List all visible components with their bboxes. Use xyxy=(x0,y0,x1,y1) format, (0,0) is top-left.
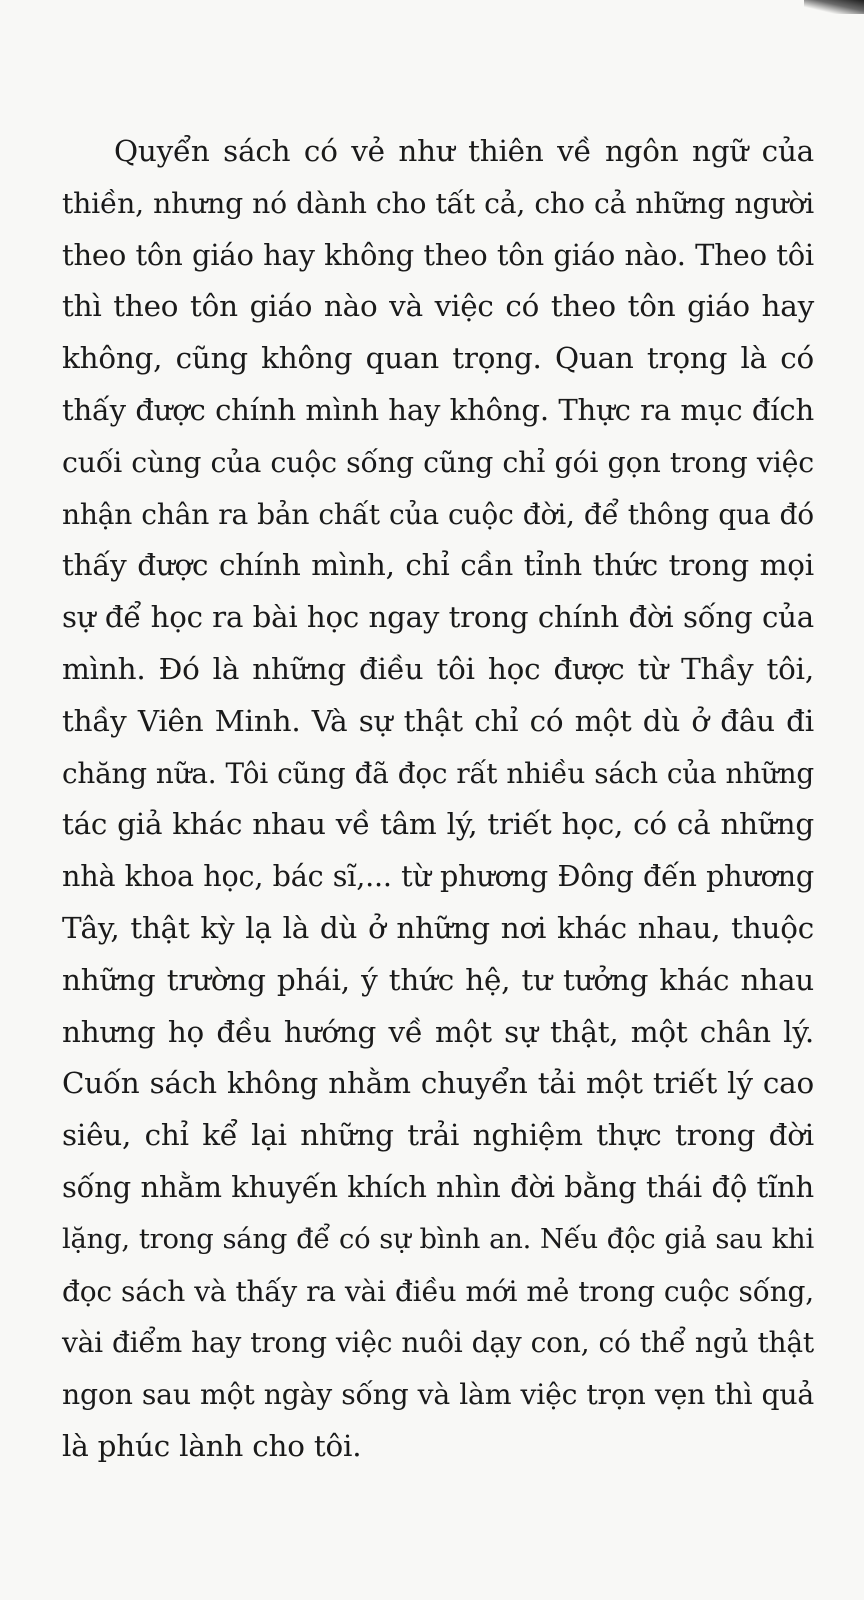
paragraph-line: theo tôn giáo hay không theo tôn giáo nào. Theo tôi xyxy=(62,237,814,272)
paragraph-line: nhà khoa học, bác sĩ,... từ phương Đông đến phương xyxy=(62,859,814,894)
paragraph-line: mình. Đó là những điều tôi học được từ Thầy tôi, xyxy=(62,651,814,686)
paragraph-line: sự để học ra bài học ngay trong chính đời sống của xyxy=(62,600,814,635)
paragraph-line: thấy được chính mình hay không. Thực ra mục đích xyxy=(62,392,814,427)
paragraph-line: thì theo tôn giáo nào và việc có theo tôn giáo hay xyxy=(62,289,814,324)
paragraph-line: Quyển sách có vẻ như thiên về ngôn ngữ của xyxy=(114,134,814,168)
paragraph-line: những trường phái, ý thức hệ, tư tưởng khác nhau xyxy=(62,962,814,997)
paragraph-line: không, cũng không quan trọng. Quan trọng là có xyxy=(62,341,814,376)
paragraph-line: Cuốn sách không nhằm chuyển tải một triết lý cao xyxy=(62,1066,814,1101)
paragraph-line: Tây, thật kỳ lạ là dù ở những nơi khác nhau, thuộc xyxy=(62,910,814,945)
paragraph-line: lặng, trong sáng để có sự bình an. Nếu độc giả sau khi xyxy=(62,1223,814,1255)
paragraph-line: thiền, nhưng nó dành cho tất cả, cho cả những người xyxy=(62,186,814,220)
paragraph-line: siêu, chỉ kể lại những trải nghiệm thực trong đời xyxy=(62,1118,814,1153)
paragraph-line: vài điểm hay trong việc nuôi dạy con, có thể ngủ thật xyxy=(62,1326,814,1360)
paragraph-line: thầy Viên Minh. Và sự thật chỉ có một dù ở đâu đi xyxy=(62,703,814,738)
paragraph xyxy=(62,126,814,1473)
paragraph-line: ngon sau một ngày sống và làm việc trọn vẹn thì quả xyxy=(62,1378,814,1412)
paragraph-line: là phúc lành cho tôi. xyxy=(62,1428,362,1463)
paragraph-line: sống nhằm khuyến khích nhìn đời bằng thái độ tĩnh xyxy=(62,1169,814,1204)
paragraph-line: cuối cùng của cuộc sống cũng chỉ gói gọn trong việc xyxy=(62,445,814,479)
paragraph-line: tác giả khác nhau về tâm lý, triết học, có cả những xyxy=(62,807,814,842)
page-corner-shadow xyxy=(804,0,864,14)
paragraph-line: nhận chân ra bản chất của cuộc đời, để thông qua đó xyxy=(62,497,814,531)
paragraph-line: chăng nữa. Tôi cũng đã đọc rất nhiều sách của những xyxy=(62,756,814,790)
paragraph-line: thấy được chính mình, chỉ cần tỉnh thức trong mọi xyxy=(62,548,814,583)
paragraph-line: đọc sách và thấy ra vài điều mới mẻ trong cuộc sống, xyxy=(62,1274,814,1308)
paragraph-line: nhưng họ đều hướng về một sự thật, một chân lý. xyxy=(62,1014,814,1049)
